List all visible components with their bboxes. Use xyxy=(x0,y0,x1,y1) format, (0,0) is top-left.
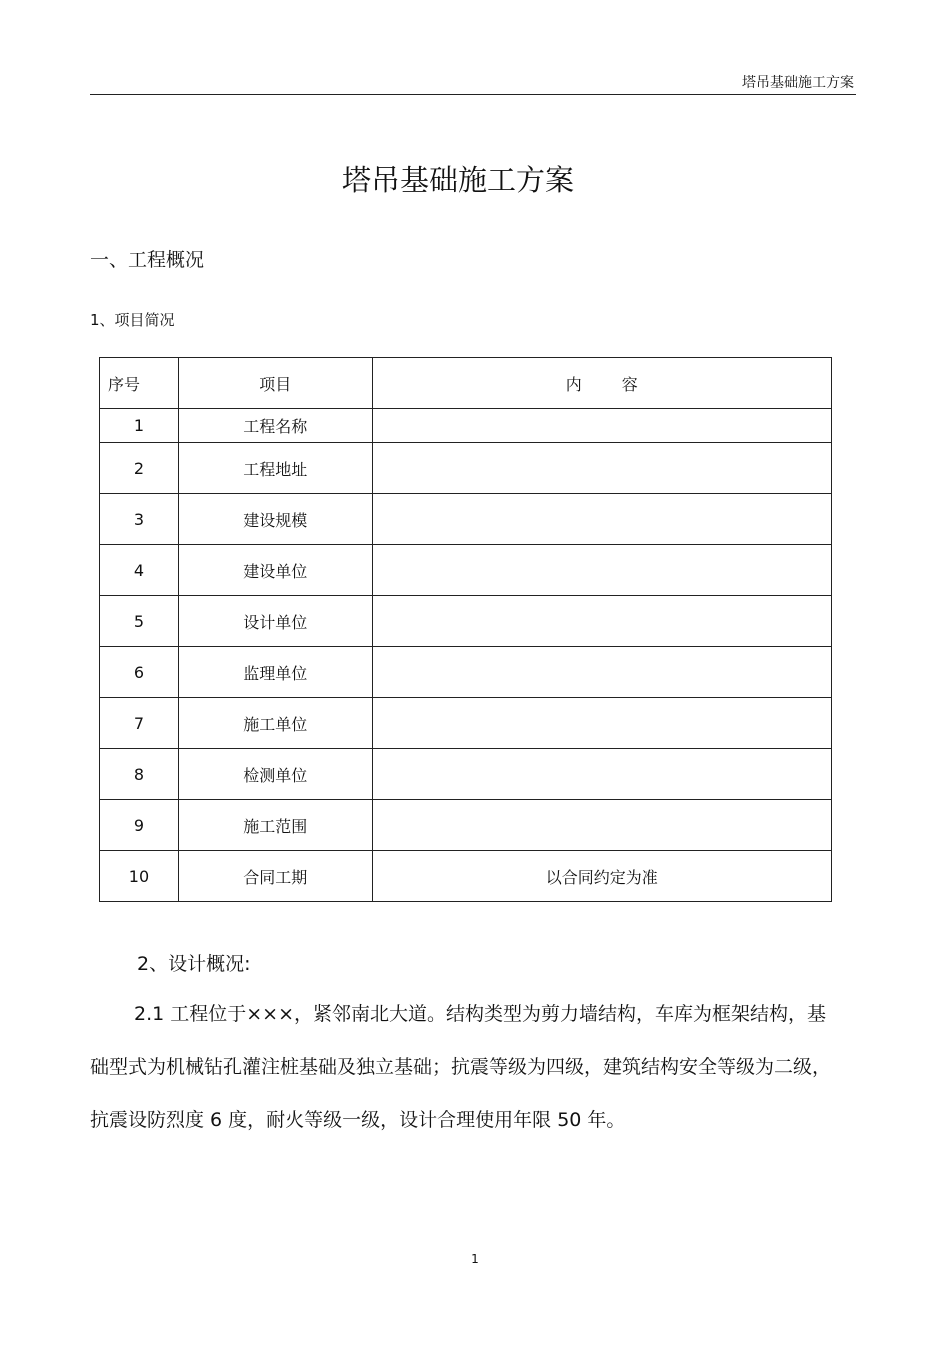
page-number: 1 xyxy=(471,1252,479,1266)
cell-item: 工程地址 xyxy=(178,443,372,494)
table-row xyxy=(100,698,832,749)
cell-no: 7 xyxy=(100,698,179,749)
table-header-row xyxy=(100,358,832,409)
cell-content xyxy=(372,443,831,494)
cell-no: 6 xyxy=(100,647,179,698)
cell-item: 合同工期 xyxy=(178,851,372,902)
cell-content xyxy=(372,749,831,800)
cell-item: 建设规模 xyxy=(178,494,372,545)
cell-no: 4 xyxy=(100,545,179,596)
cell-item: 施工范围 xyxy=(178,800,372,851)
cell-content xyxy=(372,698,831,749)
cell-content xyxy=(372,409,831,443)
cell-content: 以合同约定为准 xyxy=(372,851,831,902)
cell-no: 3 xyxy=(100,494,179,545)
table-row xyxy=(100,851,832,902)
section-heading-overview: 一、工程概况 xyxy=(90,249,205,271)
cell-no: 10 xyxy=(100,851,179,902)
cell-content xyxy=(372,800,831,851)
cell-item: 设计单位 xyxy=(178,596,372,647)
subsection-heading-design: 2、设计概况: xyxy=(137,953,251,975)
subsection-heading-project: 1、项目简况 xyxy=(90,311,175,329)
header-rule xyxy=(90,94,856,95)
cell-content xyxy=(372,545,831,596)
table-row xyxy=(100,596,832,647)
table-row xyxy=(100,647,832,698)
header-cell-content: 内容 xyxy=(372,358,831,409)
table-row xyxy=(100,749,832,800)
cell-item: 监理单位 xyxy=(178,647,372,698)
cell-item: 建设单位 xyxy=(178,545,372,596)
project-info-table xyxy=(99,357,832,902)
document-title: 塔吊基础施工方案 xyxy=(341,163,574,197)
cell-content xyxy=(372,494,831,545)
table-row xyxy=(100,545,832,596)
cell-content xyxy=(372,647,831,698)
header-cell-no: 序号 xyxy=(100,358,179,409)
table-row xyxy=(100,443,832,494)
table-row xyxy=(100,494,832,545)
cell-no: 2 xyxy=(100,443,179,494)
cell-no: 9 xyxy=(100,800,179,851)
design-overview-paragraph: 2.1 工程位于×××，紧邻南北大道。结构类型为剪力墙结构，车库为框架结构，基础型式为机械钻孔灌注桩基础及独立基础；抗震等级为四级，建筑结构安全等级为二级，抗震设防烈度 6 度，耐火等级一级，设计合理使用年限 50 年。 xyxy=(90,1003,832,1131)
running-header: 塔吊基础施工方案 xyxy=(742,75,854,91)
cell-item: 施工单位 xyxy=(178,698,372,749)
cell-item: 工程名称 xyxy=(178,409,372,443)
cell-item: 检测单位 xyxy=(178,749,372,800)
table-row xyxy=(100,409,832,443)
cell-no: 1 xyxy=(100,409,179,443)
cell-no: 8 xyxy=(100,749,179,800)
table-row xyxy=(100,800,832,851)
header-cell-item: 项目 xyxy=(178,358,372,409)
cell-no: 5 xyxy=(100,596,179,647)
cell-content xyxy=(372,596,831,647)
